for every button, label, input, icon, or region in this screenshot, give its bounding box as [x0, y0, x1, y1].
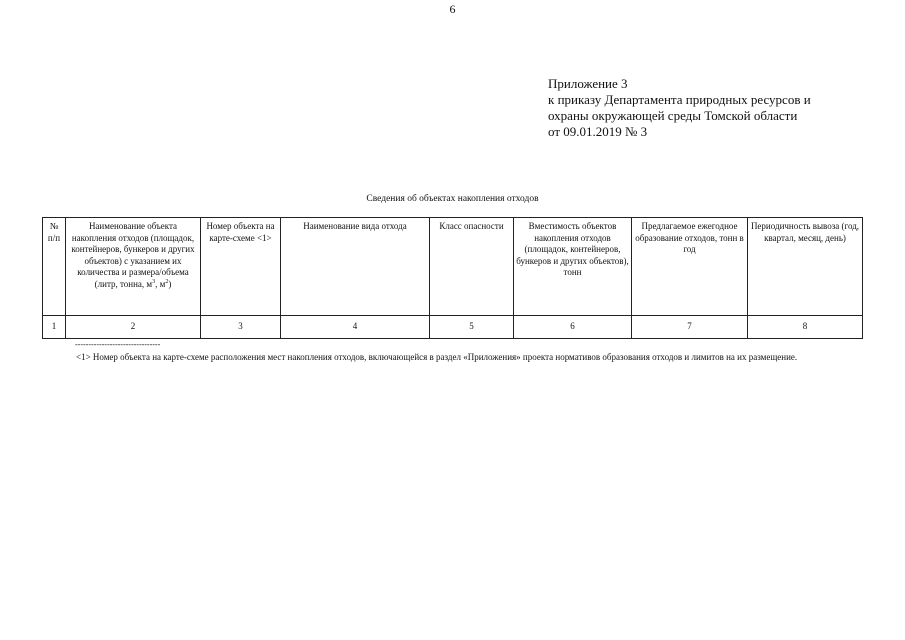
superscript: 2 — [165, 278, 169, 285]
column-number-cell: 5 — [430, 316, 514, 339]
column-number-cell: 6 — [514, 316, 632, 339]
page-number: 6 — [449, 2, 456, 16]
column-number-cell: 7 — [632, 316, 748, 339]
appendix-line-4: от 09.01.2019 № 3 — [548, 124, 648, 139]
header-cell: Наименование вида отхода — [281, 218, 430, 316]
header-cell: Класс опасности — [430, 218, 514, 316]
header-text: , м — [155, 278, 166, 289]
column-number-cell: 3 — [201, 316, 281, 339]
superscript: 3 — [152, 278, 156, 285]
table-row — [43, 316, 863, 339]
header-cell: № п/п — [43, 218, 66, 316]
header-text: ) — [168, 278, 172, 289]
document-title: Сведения об объектах накопления отходов — [366, 194, 539, 204]
header-cell — [66, 218, 201, 316]
appendix-header — [548, 76, 811, 140]
column-number-cell: 1 — [43, 316, 66, 339]
appendix-line-3: охраны окружающей среды Томской области — [548, 108, 798, 123]
column-number-cell: 8 — [748, 316, 863, 339]
footnote: <1> Номер объекта на карте-схеме расположения мест накопления отходов, включающейся в раздел «Приложения» проекта нормативов образования отходов и лимитов на их размещение. — [76, 352, 798, 362]
header-text: Наименование объекта накопления отходов (площадок, контейнеров, бункеров и других объектов) с указанием их количества и размера/объема (литр, тонна, м — [71, 221, 195, 289]
table-header-row — [43, 218, 863, 316]
appendix-line-1: Приложение 3 — [548, 76, 628, 91]
header-cell: Номер объекта на карте-схеме <1> — [201, 218, 281, 316]
column-number-cell: 4 — [281, 316, 430, 339]
footnote-separator: -------------------------------- — [75, 340, 161, 349]
header-cell: Предлагаемое ежегодное образование отходов, тонн в год — [632, 218, 748, 316]
header-cell: Периодичность вывоза (год, квартал, месяц, день) — [748, 218, 863, 316]
header-cell: Вместимость объектов накопления отходов (площадок, контейнеров, бункеров и других объектов), тонн — [514, 218, 632, 316]
waste-objects-table — [42, 217, 863, 339]
column-number-cell: 2 — [66, 316, 201, 339]
appendix-line-2: к приказу Департамента природных ресурсов и — [548, 92, 811, 107]
